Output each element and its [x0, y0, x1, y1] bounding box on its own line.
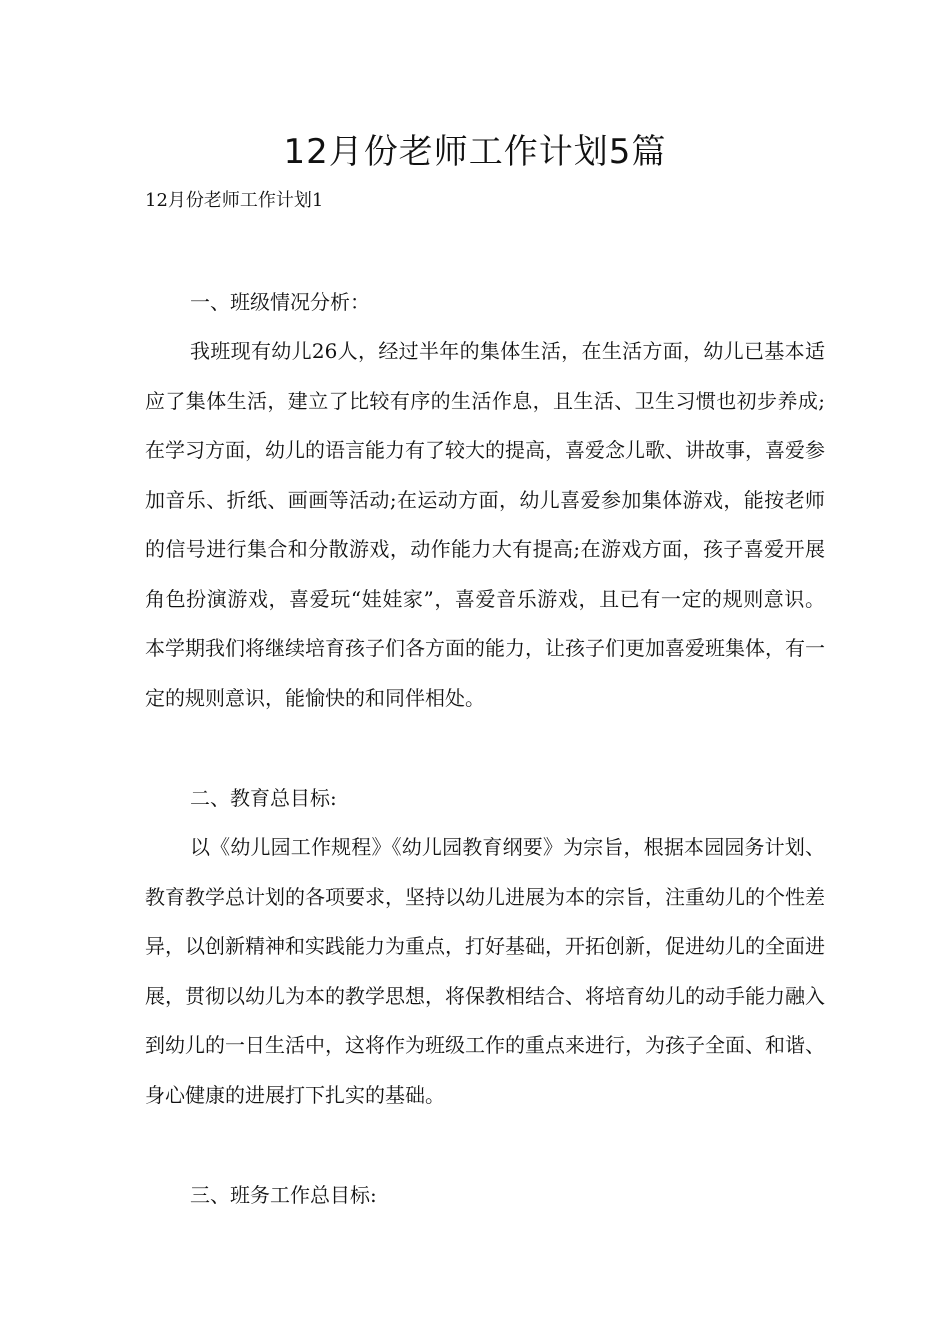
section-heading-class-work-goals: 三、班务工作总目标:	[190, 1183, 377, 1207]
document-title: 12月份老师工作计划5篇	[283, 132, 667, 172]
section-heading-education-goals: 二、教育总目标:	[190, 786, 337, 810]
section-paragraph-class-analysis: 我班现有幼儿26人，经过半年的集体生活，在生活方面，幼儿已基本适应了集体生活，建立了比较有序的生活作息，且生活、卫生习惯也初步养成;在学习方面，幼儿的语言能力有了较大的提高，喜爱念儿歌、讲故事，喜爱参加音乐、折纸、画画等活动;在运动方面，幼儿喜爱参加集体游戏，能按老师的信号进行集合和分散游戏，动作能力大有提高;在游戏方面，孩子喜爱开展角色扮演游戏，喜爱玩“娃娃家”，喜爱音乐游戏，且已有一定的规则意识。本学期我们将继续培育孩子们各方面的能力，让孩子们更加喜爱班集体，有一定的规则意识，能愉快的和同伴相处。	[145, 339, 825, 710]
section-heading-class-analysis: 一、班级情况分析：	[190, 290, 370, 314]
document-subtitle: 12月份老师工作计划1	[145, 190, 324, 211]
section-paragraph-education-goals: 以《幼儿园工作规程》《幼儿园教育纲要》为宗旨，根据本园园务计划、教育教学总计划的各项要求，坚持以幼儿进展为本的宗旨，注重幼儿的个性差异，以创新精神和实践能力为重点，打好基础，开拓创新，促进幼儿的全面进展，贯彻以幼儿为本的教学思想，将保教相结合、将培育幼儿的动手能力融入到幼儿的一日生活中，这将作为班级工作的重点来进行，为孩子全面、和谐、身心健康的进展打下扎实的基础。	[145, 835, 825, 1107]
